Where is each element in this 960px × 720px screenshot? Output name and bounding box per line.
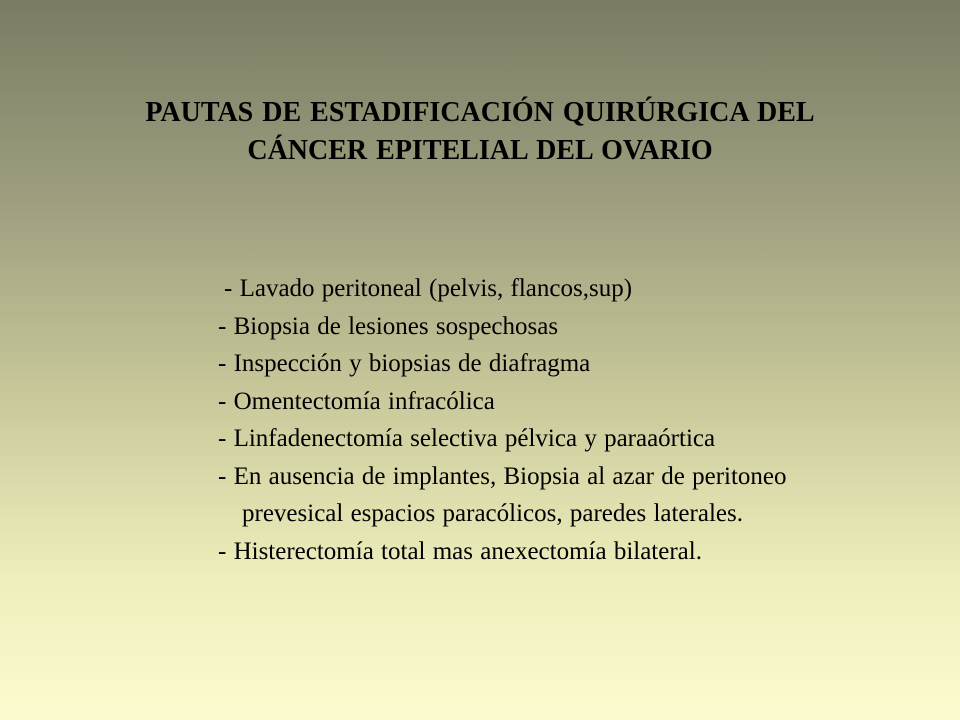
bullet-item-linfadenectomia: - Linfadenectomía selectiva pélvica y paraaórtica bbox=[218, 425, 716, 452]
bullet-item-histerectomia: - Histerectomía total mas anexectomía bilateral. bbox=[218, 537, 702, 565]
bullet-item-biopsia-lesiones: - Biopsia de lesiones sospechosas bbox=[218, 312, 559, 340]
bullet-list bbox=[218, 270, 787, 570]
title-line-1: PAUTAS DE ESTADIFICACIÓN QUIRÚRGICA DEL bbox=[145, 97, 815, 128]
bullet-item-inspeccion-diafragma: - Inspección y biopsias de diafragma bbox=[218, 350, 591, 377]
title-line-2: CÁNCER EPITELIAL DEL OVARIO bbox=[247, 135, 713, 166]
bullet-item-omentectomia: - Omentectomía infracólica bbox=[218, 387, 495, 415]
bullet-item-lavado: - Lavado peritoneal (pelvis, flancos,sup) bbox=[224, 275, 633, 302]
bullet-item-biopsia-azar: - En ausencia de implantes, Biopsia al azar de peritoneo bbox=[218, 462, 787, 490]
bullet-item-biopsia-azar-continuation: prevesical espacios paracólicos, paredes laterales. bbox=[242, 500, 743, 527]
slide-title bbox=[0, 94, 960, 170]
